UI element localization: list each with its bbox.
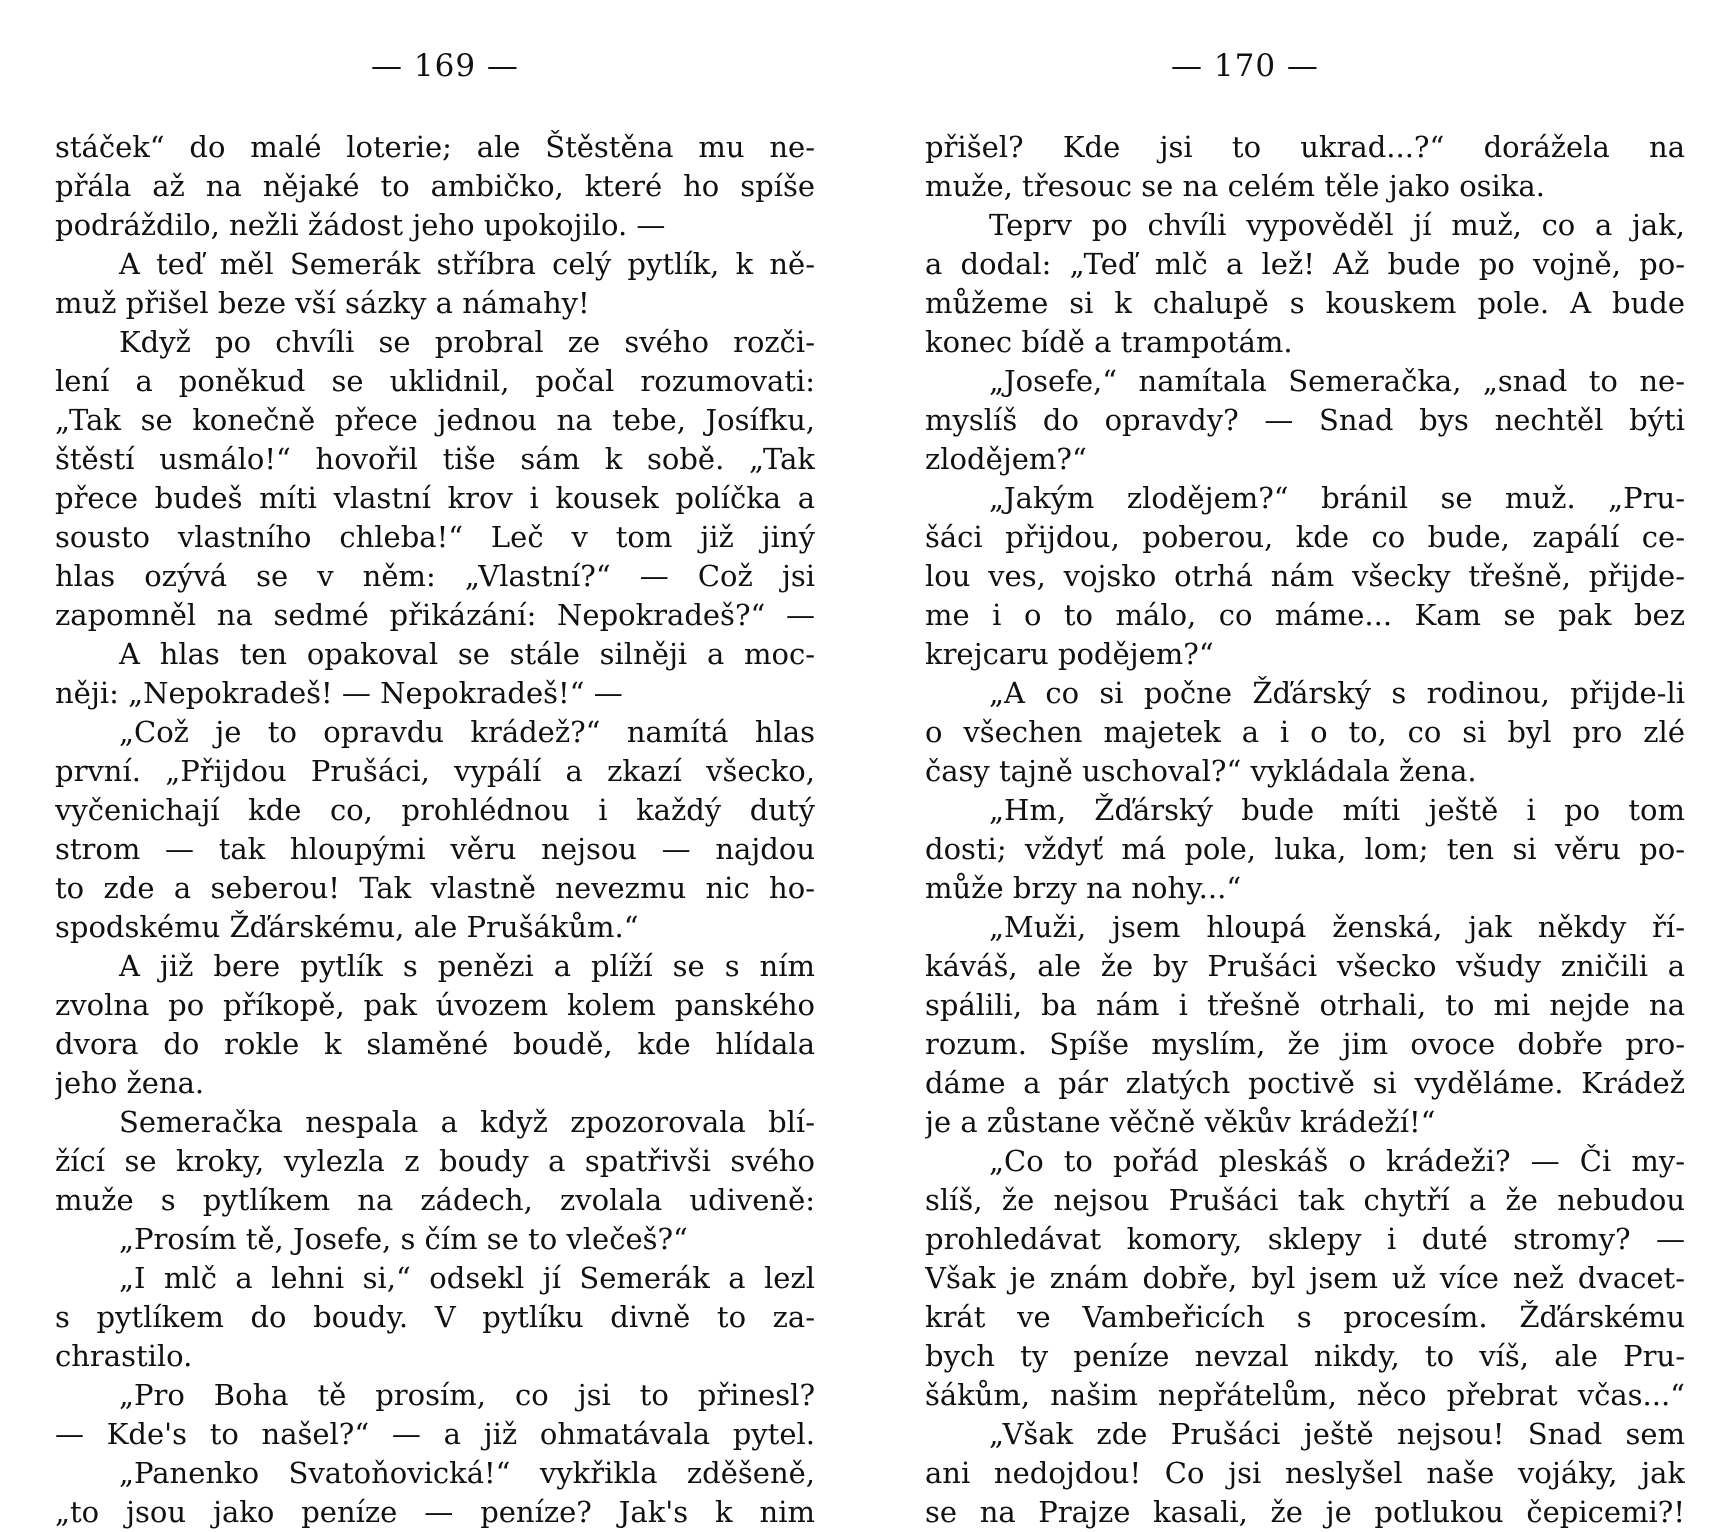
text-line: časy tajně uschoval?“ vykládala žena.	[925, 754, 1477, 788]
left-page	[55, 0, 815, 1529]
text-line: dáme a pár zlatých poctivě si vyděláme. Krádež	[925, 1066, 1685, 1100]
text-line: „Muži, jsem hloupá ženská, jak někdy ří-	[989, 910, 1685, 944]
text-line: slíš, že nejsou Prušáci tak chytří a že nebudou	[925, 1183, 1685, 1217]
text-line: A teď měl Semerák stříbra celý pytlík, k ně-	[119, 247, 815, 281]
text-line: a dodal: „Teď mlč a lež! Až bude po vojně, po-	[925, 247, 1685, 281]
text-line: — Kde's to našel?“ — a již ohmatávala pytel.	[55, 1417, 815, 1451]
text-line: káváš, ale že by Prušáci všecko všudy zničili a	[925, 949, 1685, 983]
text-line: me i o to málo, co máme... Kam se pak bez	[925, 598, 1685, 632]
text-line: strom — tak hloupými věru nejsou — najdou	[55, 832, 815, 866]
text-line: přece budeš míti vlastní krov i kousek políčka a	[55, 481, 815, 515]
right-page-text	[925, 128, 1685, 1532]
text-line: muže s pytlíkem na zádech, zvolala udiveně:	[55, 1183, 815, 1217]
text-line: „Josefe,“ namítala Semeračka, „snad to ne-	[989, 364, 1685, 398]
text-line: muže, třesouc se na celém těle jako osika.	[925, 169, 1545, 203]
text-line: „I mlč a lehni si,“ odsekl jí Semerák a lezl	[119, 1261, 815, 1295]
text-line: žící se kroky, vylezla z boudy a spatřivši svého	[55, 1144, 815, 1178]
text-line: o všechen majetek a i o to, co si byl pro zlé	[925, 715, 1685, 749]
text-line: zlodějem?“	[925, 442, 1087, 476]
text-line: „Prosím tě, Josefe, s čím se to vlečeš?“	[119, 1222, 688, 1256]
text-line: stáček“ do malé loterie; ale Štěstěna mu ne-	[55, 130, 815, 164]
text-line: to zde a seberou! Tak vlastně nevezmu nic ho-	[55, 871, 815, 905]
text-line: „Jakým zlodějem?“ bránil se muž. „Pru-	[989, 481, 1685, 515]
text-line: krát ve Vambeřicích s procesím. Žďárskému	[925, 1300, 1685, 1334]
text-line: konec bídě a trampotám.	[925, 325, 1293, 359]
text-line: hlas ozývá se v něm: „Vlastní?“ — Což jsi	[55, 559, 815, 593]
text-line: spodskému Žďárskému, ale Prušákům.“	[55, 910, 639, 944]
text-line: „Tak se konečně přece jednou na tebe, Josífku,	[55, 403, 815, 437]
text-line: „Hm, Žďárský bude míti ještě i po tom	[989, 793, 1685, 827]
text-line: zvolna po příkopě, pak úvozem kolem panského	[55, 988, 815, 1022]
text-line: dvora do rokle k slaměné boudě, kde hlídala	[55, 1027, 815, 1061]
text-line: něji: „Nepokradeš! — Nepokradeš!“ —	[55, 676, 623, 710]
text-line: muž přišel beze vší sázky a námahy!	[55, 286, 590, 320]
text-line: rozum. Spíše myslím, že jim ovoce dobře pro-	[925, 1027, 1685, 1061]
text-line: přišel? Kde jsi to ukrad...?“ dorážela na	[925, 130, 1685, 164]
text-line: „to jsou jako peníze — peníze? Jak's k nim	[55, 1495, 815, 1529]
text-line: prohledávat komory, sklepy i duté stromy? —	[925, 1222, 1685, 1256]
text-line: A hlas ten opakoval se stále silněji a moc-	[119, 637, 815, 671]
text-line: může brzy na nohy...“	[925, 871, 1242, 905]
text-line: můžeme si k chalupě s kouskem pole. A bude	[925, 286, 1685, 320]
right-page	[925, 0, 1685, 1529]
text-line: lou ves, vojsko otrhá nám všecky třešně, přijde-	[925, 559, 1685, 593]
text-line: zapomněl na sedmé přikázání: Nepokradeš?“ —	[55, 598, 815, 632]
text-line: sousto vlastního chleba!“ Leč v tom již jiný	[55, 520, 815, 554]
text-line: „A co si počne Žďárský s rodinou, přijde-li	[989, 676, 1685, 710]
text-line: šákům, našim nepřátelům, něco přebrat včas...“	[925, 1378, 1685, 1412]
left-page-text	[55, 128, 815, 1532]
text-line: s pytlíkem do boudy. V pytlíku divně to za-	[55, 1300, 815, 1334]
text-line: „Co to pořád pleskáš o krádeži? — Či my-	[989, 1144, 1685, 1178]
text-line: je a zůstane věčně věkův krádeží!“	[925, 1105, 1436, 1139]
text-line: A již bere pytlík s penězi a plíží se s ním	[119, 949, 815, 983]
text-line: Teprv po chvíli vypověděl jí muž, co a jak,	[989, 208, 1685, 242]
text-line: krejcaru podějem?“	[925, 637, 1214, 671]
page-number-170: — 170 —	[1171, 48, 1319, 84]
text-line: Semeračka nespala a když zpozorovala blí-	[119, 1105, 815, 1139]
text-line: podráždilo, nežli žádost jeho upokojilo. —	[55, 208, 666, 242]
text-line: „Však zde Prušáci ještě nejsou! Snad sem	[989, 1417, 1685, 1451]
text-line: přála až na nějaké to ambičko, které ho spíše	[55, 169, 815, 203]
text-line: lení a poněkud se uklidnil, počal rozumovati:	[55, 364, 815, 398]
page-number-169: — 169 —	[371, 48, 519, 84]
text-line: vyčenichají kde co, prohlédnou i každý dutý	[55, 793, 815, 827]
text-line: dosti; vždyť má pole, luka, lom; ten si věru po-	[925, 832, 1685, 866]
text-line: jeho žena.	[55, 1066, 205, 1100]
text-line: „Což je to opravdu krádež?“ namítá hlas	[119, 715, 815, 749]
text-line: bych ty peníze nevzal nikdy, to víš, ale Pru-	[925, 1339, 1685, 1373]
text-line: „Pro Boha tě prosím, co jsi to přinesl?	[119, 1378, 815, 1412]
text-line: „Panenko Svatoňovická!“ vykřikla zděšeně,	[119, 1456, 815, 1490]
text-line: šáci přijdou, poberou, kde co bude, zapálí ce-	[925, 520, 1685, 554]
text-line: Však je znám dobře, byl jsem už více než dvacet-	[925, 1261, 1685, 1295]
text-line: spálili, ba nám i třešně otrhali, to mi nejde na	[925, 988, 1685, 1022]
text-line: Když po chvíli se probral ze svého rozči-	[119, 325, 815, 359]
text-line: se na Prajze kasali, že je potlukou čepicemi?!	[925, 1495, 1685, 1529]
text-line: chrastilo.	[55, 1339, 193, 1373]
text-line: první. „Přijdou Prušáci, vypálí a zkazí všecko,	[55, 754, 815, 788]
text-line: ani nedojdou! Co jsi neslyšel naše vojáky, jak	[925, 1456, 1685, 1490]
text-line: štěstí usmálo!“ hovořil tiše sám k sobě. „Tak	[55, 442, 815, 476]
text-line: myslíš do opravdy? — Snad bys nechtěl býti	[925, 403, 1685, 437]
